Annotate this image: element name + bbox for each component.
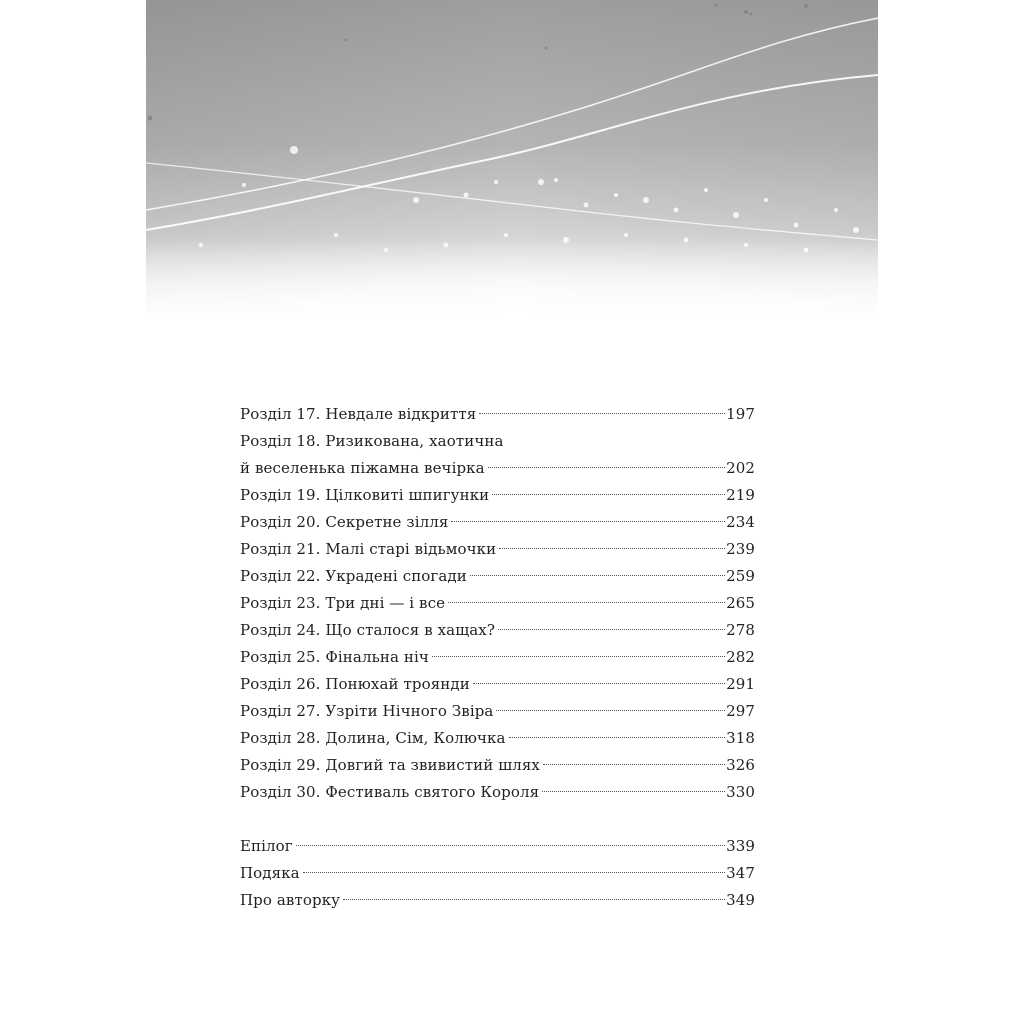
toc-page-number: 339 bbox=[726, 837, 755, 855]
toc-entry bbox=[240, 833, 755, 860]
toc-page-number: 330 bbox=[726, 783, 755, 801]
toc-entry-title: Розділ 30. Фестиваль святого Короля bbox=[240, 783, 540, 801]
dot-leader bbox=[498, 629, 725, 630]
toc-entry bbox=[240, 455, 755, 482]
dot-leader bbox=[296, 845, 725, 846]
decorative-header-image bbox=[146, 0, 878, 320]
toc-entry-title: Подяка bbox=[240, 864, 300, 882]
toc-page-number: 326 bbox=[726, 756, 755, 774]
toc-entry bbox=[240, 779, 755, 806]
toc-entry-title: Розділ 18. Ризикована, хаотична bbox=[240, 432, 504, 450]
dot-leader bbox=[448, 602, 725, 603]
toc-page-number: 291 bbox=[726, 675, 755, 693]
toc-entry-title: й веселенька піжамна вечірка bbox=[240, 459, 485, 477]
toc-page-number: 219 bbox=[726, 486, 755, 504]
toc-entry bbox=[240, 698, 755, 725]
chapter-list bbox=[240, 401, 755, 806]
dot-leader bbox=[470, 575, 725, 576]
toc-page-number: 202 bbox=[726, 459, 755, 477]
dot-leader bbox=[479, 413, 725, 414]
toc-entry bbox=[240, 752, 755, 779]
toc-entry bbox=[240, 401, 755, 428]
toc-page-number: 265 bbox=[726, 594, 755, 612]
dot-leader bbox=[509, 737, 726, 738]
toc-entry-title: Розділ 21. Малі старі відьмочки bbox=[240, 540, 497, 558]
back-matter-list bbox=[240, 833, 755, 914]
sparkle-waves-illustration bbox=[146, 0, 878, 320]
dot-leader bbox=[542, 791, 725, 792]
dot-leader bbox=[451, 521, 725, 522]
dot-leader bbox=[492, 494, 725, 495]
toc-entry bbox=[240, 482, 755, 509]
toc-page-number: 239 bbox=[726, 540, 755, 558]
toc-page-number: 347 bbox=[726, 864, 755, 882]
toc-entry-title: Розділ 24. Що сталося в хащах? bbox=[240, 621, 496, 639]
dot-leader bbox=[343, 899, 725, 900]
toc-entry bbox=[240, 644, 755, 671]
toc-entry-title: Розділ 17. Невдале відкриття bbox=[240, 405, 477, 423]
toc-page-number: 282 bbox=[726, 648, 755, 666]
dot-leader bbox=[543, 764, 725, 765]
toc-entry bbox=[240, 671, 755, 698]
toc-entry bbox=[240, 590, 755, 617]
toc-entry-title: Розділ 26. Понюхай троянди bbox=[240, 675, 470, 693]
toc-page-number: 297 bbox=[726, 702, 755, 720]
toc-page-number: 259 bbox=[726, 567, 755, 585]
toc-page-number: 278 bbox=[726, 621, 755, 639]
toc-entry-title: Розділ 20. Секретне зілля bbox=[240, 513, 449, 531]
toc-entry-title: Розділ 29. Довгий та звивистий шлях bbox=[240, 756, 540, 774]
toc-entry bbox=[240, 563, 755, 590]
toc-entry bbox=[240, 617, 755, 644]
toc-page-number: 234 bbox=[726, 513, 755, 531]
toc-entry bbox=[240, 536, 755, 563]
dot-leader bbox=[499, 548, 725, 549]
toc-entry-title: Про авторку bbox=[240, 891, 341, 909]
dot-leader bbox=[473, 683, 725, 684]
toc-entry-title: Розділ 28. Долина, Сім, Колючка bbox=[240, 729, 506, 747]
toc-page-number: 197 bbox=[726, 405, 755, 423]
toc-entry-title: Розділ 23. Три дні — і все bbox=[240, 594, 446, 612]
dot-leader bbox=[488, 467, 725, 468]
toc-page-number: 318 bbox=[726, 729, 755, 747]
toc-entry bbox=[240, 725, 755, 752]
toc-page-number: 349 bbox=[726, 891, 755, 909]
table-of-contents bbox=[240, 401, 755, 914]
toc-entry bbox=[240, 887, 755, 914]
toc-entry bbox=[240, 509, 755, 536]
toc-entry-title: Розділ 22. Украдені спогади bbox=[240, 567, 467, 585]
dot-leader bbox=[496, 710, 725, 711]
toc-entry-title: Розділ 19. Цілковиті шпигунки bbox=[240, 486, 490, 504]
dot-leader bbox=[432, 656, 725, 657]
toc-entry-title: Розділ 27. Узріти Нічного Звіра bbox=[240, 702, 494, 720]
toc-entry-continued bbox=[240, 428, 755, 455]
toc-entry-title: Розділ 25. Фінальна ніч bbox=[240, 648, 429, 666]
toc-entry-title: Епілог bbox=[240, 837, 293, 855]
toc-entry bbox=[240, 860, 755, 887]
dot-leader bbox=[303, 872, 725, 873]
